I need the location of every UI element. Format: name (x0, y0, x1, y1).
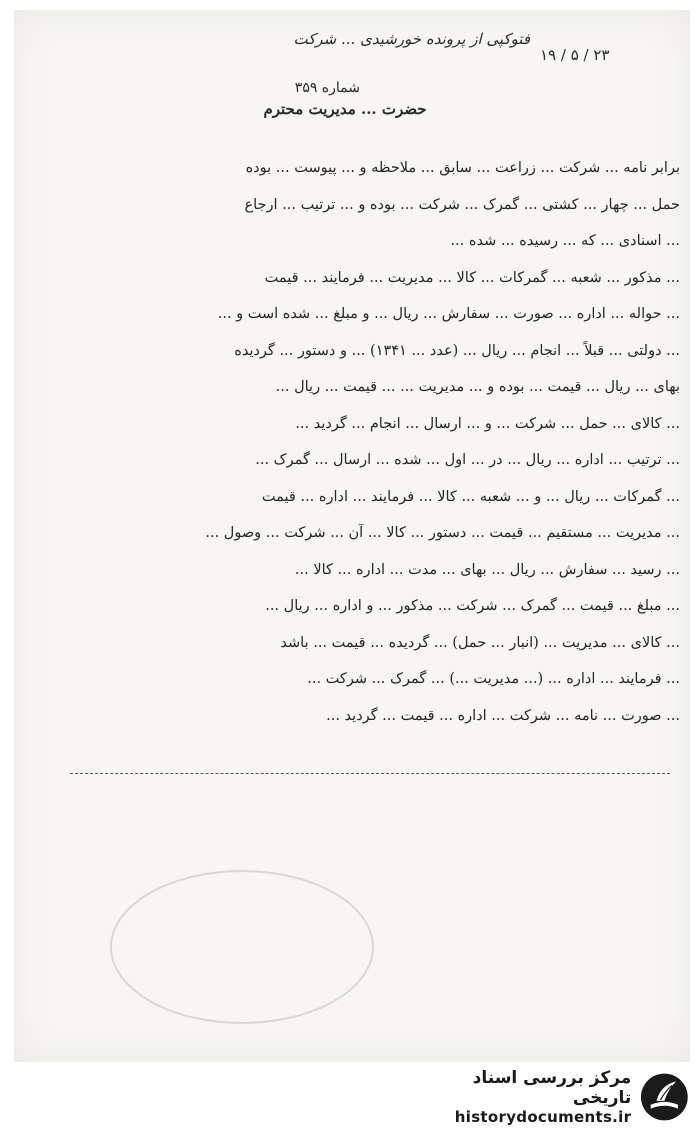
logo-name: مرکز بررسی اسناد تاریخی (472, 1068, 632, 1108)
body-line: حمل ... چهار ... کشتی ... گمرک ... شرکت ... بوده و ... ترتیب ... ارجاع (244, 196, 680, 213)
body-line: ... صورت ... نامه ... شرکت ... اداره ... قیمت ... گردید ... (326, 707, 680, 724)
book-feather-icon (639, 1071, 690, 1123)
body-line: ... اسنادی ... که ... رسیده ... شده ... (450, 233, 680, 249)
body-line: ... ترتیب ... اداره ... ریال ... در ... اول ... شده ... ارسال ... گمرک ... (255, 452, 680, 468)
logo-text (414, 1068, 631, 1126)
body-line: ... کالای ... مدیریت ... (انبار ... حمل) ... گردیده ... قیمت ... باشد (280, 634, 680, 651)
reference-number: شماره ۳۵۹ (294, 80, 360, 96)
archive-logo (414, 1068, 690, 1126)
dashed-divider (70, 773, 670, 774)
body-line: ... مذکور ... شعبه ... گمرکات ... کالا ... مدیریت ... فرمایند ... قیمت (264, 269, 680, 286)
body-line: ... مدیریت ... مستقیم ... قیمت ... دستور ... کالا ... آن ... شرکت ... وصول ... (205, 525, 680, 541)
body-line: ... فرمایند ... اداره ... (... مدیریت ...) ... گمرک ... شرکت ... (307, 671, 680, 687)
faded-stamp (110, 870, 374, 1024)
body-line: برابر نامه ... شرکت ... زراعت ... سابق ... ملاحظه و ... پیوست ... بوده (245, 160, 680, 176)
body-line: ... رسید ... سفارش ... ریال ... بهای ... مدت ... اداره ... کالا ... (294, 561, 680, 578)
body-line: ... گمرکات ... ریال ... و ... شعبه ... کالا ... فرمایند ... اداره ... قیمت (261, 488, 680, 505)
header-note: فتوکپی از پرونده خورشیدی ... شرکت (293, 30, 530, 48)
letter-body (30, 150, 680, 734)
body-line: ... دولتی ... قبلاً ... انجام ... ریال ... (عدد ... ۱۳۴۱) ... و دستور ... گردیده (234, 342, 680, 359)
body-line: ... مبلغ ... قیمت ... گمرک ... شرکت ... مذکور ... و اداره ... ریال ... (265, 598, 680, 614)
body-line: بهای ... ریال ... قیمت ... بوده و ... مدیریت ... ... قیمت ... ریال ... (275, 379, 680, 395)
body-line: ... حواله ... اداره ... صورت ... سفارش ... ریال ... و مبلغ ... شده است و ... (217, 306, 680, 322)
document-date: ۱۹ / ۵ / ۲۳ (540, 46, 610, 64)
salutation-title: حضرت ... مدیریت محترم (263, 100, 427, 118)
body-line: ... کالای ... حمل ... شرکت ... و ... ارسال ... انجام ... گردید ... (295, 415, 680, 432)
logo-url: historydocuments.ir (454, 1108, 632, 1126)
